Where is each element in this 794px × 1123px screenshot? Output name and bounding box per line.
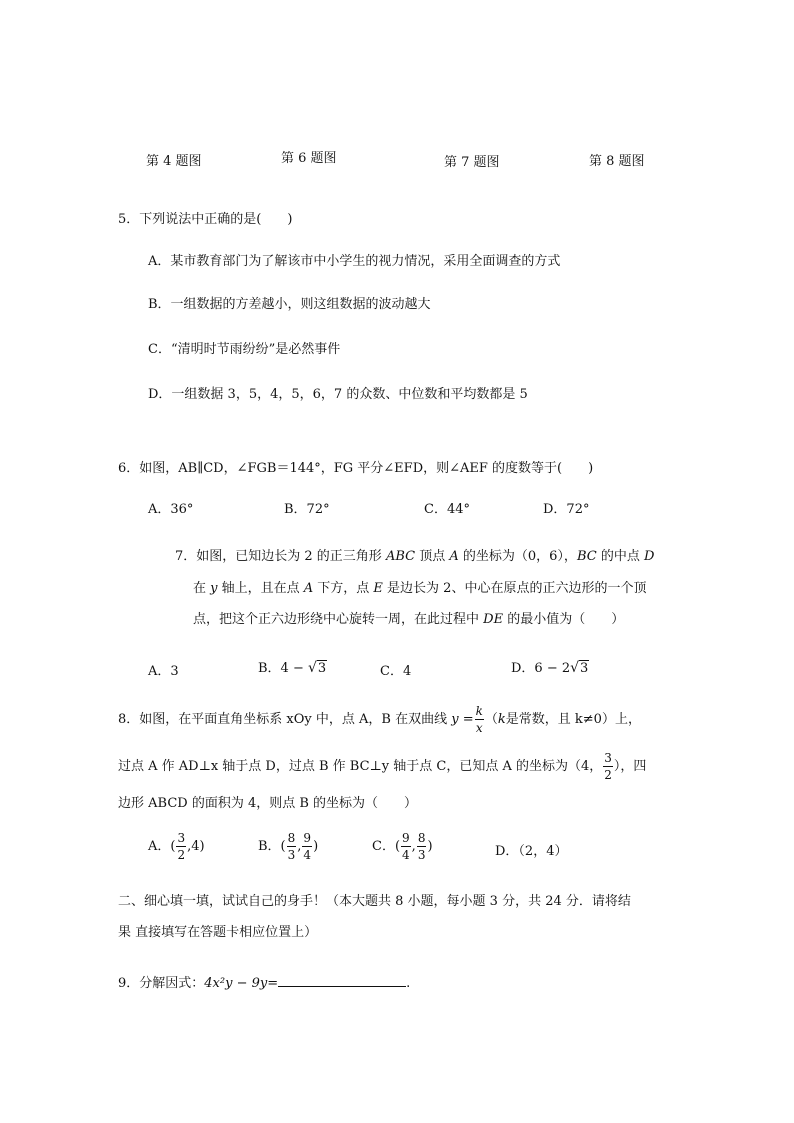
q6-option-d: D．72° [543, 502, 590, 517]
q6-option-c: C．44° [424, 502, 470, 517]
section2-line2: 果 直接填写在答题卡相应位置上） [118, 925, 318, 940]
q7-option-d: D．6 − 2√3 [511, 660, 589, 676]
q5-stem: 5．下列说法中正确的是( ) [118, 212, 293, 227]
q5-option-b: B．一组数据的方差越小，则这组数据的波动越大 [148, 297, 431, 312]
q9-line: 9．分解因式：4x²y − 9y= . [118, 972, 410, 991]
q8-line3: 边形 ABCD 的面积为 4，则点 B 的坐标为（ ） [118, 796, 418, 811]
section2-line1: 二、细心填一填，试试自己的身手！（本大题共 8 小题，每小题 3 分，共 24 分．请将结 [118, 894, 631, 909]
q7-option-a: A．3 [148, 664, 179, 679]
q7-option-b: B．4 − √3 [258, 660, 327, 676]
q7-line3: 点，把这个正六边形绕中心旋转一周，在此过程中 DE 的最小值为（ ） [193, 612, 625, 627]
caption-fig6: 第 6 题图 [281, 151, 337, 166]
q8-option-a: A．( $\frac{3}{2}$ ,4) [148, 831, 205, 862]
q8-line1: 8．如图，在平面直角坐标系 xOy 中，点 A，B 在双曲线 y = $\frac{k}{x}$ （k是常数，且 k≠0）上， [118, 704, 641, 735]
q9-answer-blank[interactable] [278, 973, 406, 987]
q5-option-d: D．一组数据 3，5，4，5，6，7 的众数、中位数和平均数都是 5 [148, 387, 528, 402]
q8-option-b: B．( $\frac{8}{3}$ , $\frac{9}{4}$ ) [258, 831, 319, 862]
caption-fig8: 第 8 题图 [589, 154, 645, 169]
q5-option-c: C．“清明时节雨纷纷”是必然事件 [148, 342, 341, 357]
q7-line2: 在 y 轴上，且在点 A 下方，点 E 是边长为 2、中心在原点的正六边形的一个顶 [193, 581, 647, 596]
q7-option-c: C．4 [380, 664, 412, 679]
q5-option-a: A．某市教育部门为了解该市中小学生的视力情况，采用全面调查的方式 [148, 254, 561, 269]
q8-option-d: D．（2，4） [495, 844, 568, 859]
q6-option-b: B．72° [284, 502, 330, 517]
q6-option-a: A．36° [148, 502, 194, 517]
q8-option-c: C．( $\frac{9}{4}$ , $\frac{8}{3}$ ) [372, 831, 433, 862]
q6-stem: 6．如图，AB∥CD，∠FGB＝144°，FG 平分∠EFD，则∠AEF 的度数等于( ) [118, 461, 594, 476]
caption-fig7: 第 7 题图 [444, 155, 500, 170]
q8-line2: 过点 A 作 AD⊥x 轴于点 D，过点 B 作 BC⊥y 轴于点 C，已知点 A 的坐标为（4， $\frac{3}{2}$ ），四 [118, 751, 647, 782]
caption-fig4: 第 4 题图 [146, 154, 202, 169]
q7-line1: 7．如图，已知边长为 2 的正三角形 ABC 顶点 A 的坐标为（0，6），BC 的中点 D [175, 549, 655, 564]
